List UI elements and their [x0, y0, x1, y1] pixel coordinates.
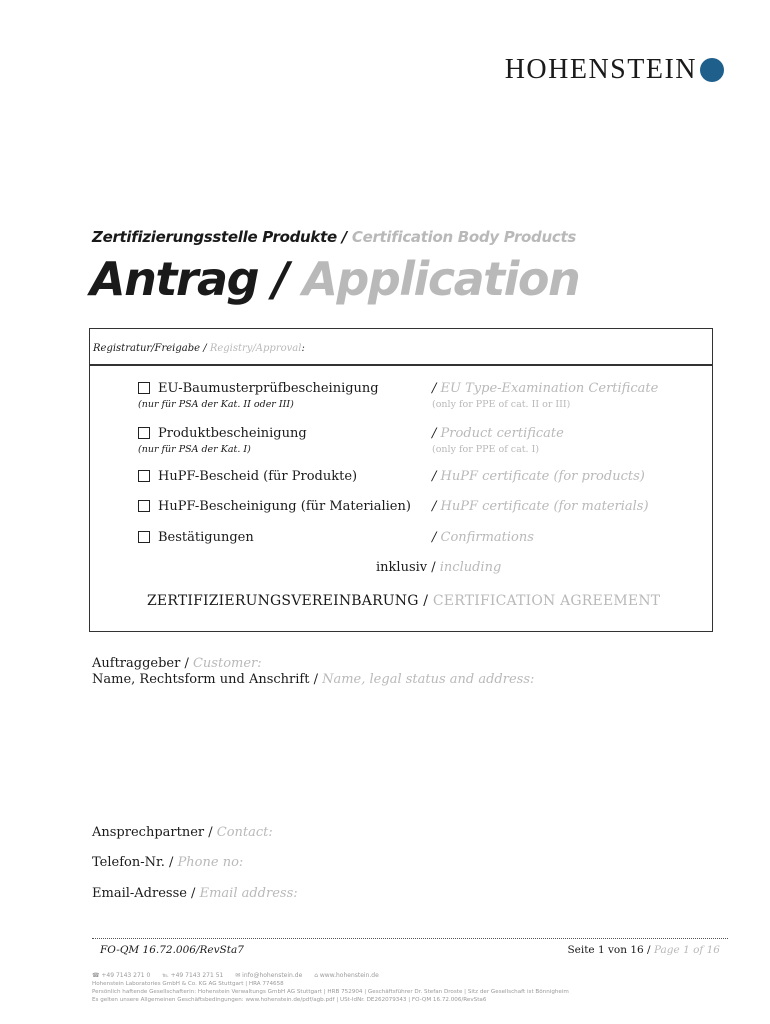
checkbox-confirmations[interactable] [138, 531, 150, 543]
form-number: FO-QM 16.72.006/RevSta7 [100, 944, 244, 956]
title-en: Application [302, 252, 580, 306]
logo-text: HOHENSTEIN [504, 54, 697, 85]
page-number: Seite 1 von 16 / Page 1 of 16 [567, 944, 720, 956]
fax-contact: ℡ +49 7143 271 51 [162, 972, 224, 979]
registry-label-de: Registratur/Freigabe / [93, 343, 207, 354]
checkbox-eu-type-examination[interactable] [138, 382, 150, 394]
option-label-de: HuPF-Bescheinigung (für Materialien) [158, 499, 411, 514]
option-label-en: HuPF certificate (for products) [440, 469, 645, 484]
document-title [90, 252, 579, 306]
website-contact[interactable]: ⌂ www.hohenstein.de [314, 972, 379, 979]
certification-agreement-label: ZERTIFIZIERUNGSVEREINBARUNG / CERTIFICATION AGREEMENT [147, 593, 661, 609]
email-field[interactable]: Email-Adresse / Email address: [92, 886, 298, 901]
option-note-de: (nur für PSA der Kat. II oder III) [138, 399, 294, 410]
title-de: Antrag / [90, 252, 288, 306]
option-product-certificate: Produktbescheinigung / Product certificate (nur für PSA der Kat. I) (only for PPE of cat. I) [138, 426, 564, 455]
option-label-de: HuPF-Bescheid (für Produkte) [158, 469, 358, 484]
checkbox-hupf-materials[interactable] [138, 500, 150, 512]
option-label-de: EU-Baumusterprüfbescheinigung [158, 381, 379, 396]
legal-line-2: Persönlich haftende Gesellschafterin: Hohenstein Verwaltungs GmbH AG Stuttgart | HRB 752904 | Geschäftsführer Dr. Stefan Droste | Sitz der Gesellschaft ist Bönnigheim [92, 989, 569, 995]
checkbox-hupf-products[interactable] [138, 470, 150, 482]
registry-field[interactable]: Registratur/Freigabe / Registry/Approval: [90, 329, 712, 366]
option-hupf-materials: HuPF-Bescheinigung (für Materialien) / HuPF certificate (for materials) [138, 499, 698, 517]
registry-label-en: Registry/Approval [209, 343, 302, 354]
phone-contact: ☎ +49 7143 271 0 [92, 972, 151, 979]
option-note-en: (only for PPE of cat. I) [432, 444, 540, 455]
contact-person-field[interactable]: Ansprechpartner / Contact: [92, 825, 273, 840]
option-label-en: Confirmations [440, 530, 534, 545]
option-note-de: (nur für PSA der Kat. I) [138, 444, 251, 455]
option-label-en: Product certificate [440, 426, 564, 441]
option-label-de: Produktbescheinigung [158, 426, 307, 441]
footer-contacts [92, 972, 389, 979]
checkbox-product-certificate[interactable] [138, 427, 150, 439]
legal-line-1: Hohenstein Laboratories GmbH & Co. KG AG Stuttgart | HRA 774658 [92, 981, 284, 987]
option-note-en: (only for PPE of cat. II or III) [432, 399, 571, 410]
document-subtitle [92, 228, 576, 246]
legal-line-3: Es gelten unsere Allgemeinen Geschäftsbedingungen: www.hohenstein.de/pdf/agb.pdf | USt-IdNr. DE262079343 | FO-QM 16.72.006/RevSta6 [92, 997, 487, 1003]
subtitle-de: Zertifizierungsstelle Produkte / [92, 228, 347, 246]
option-label-en: EU Type-Examination Certificate [440, 381, 659, 396]
logo-dot [700, 58, 724, 82]
option-label-de: Bestätigungen [158, 530, 254, 545]
customer-heading: Auftraggeber / Customer: [92, 656, 262, 671]
phone-field[interactable]: Telefon-Nr. / Phone no: [92, 855, 244, 870]
option-eu-type-examination: EU-Baumusterprüfbescheinigung / EU Type-Examination Certificate (nur für PSA der Kat. II oder III) (only for PPE of cat. II or III) [138, 381, 659, 410]
customer-name-field[interactable]: Name, Rechtsform und Anschrift / Name, legal status and address: [92, 672, 535, 687]
hohenstein-logo [505, 54, 724, 86]
footer-divider [92, 938, 728, 939]
option-hupf-products: HuPF-Bescheid (für Produkte) / HuPF certificate (for products) [138, 469, 698, 487]
email-contact[interactable]: ✉ info@hohenstein.de [235, 972, 303, 979]
option-label-en: HuPF certificate (for materials) [440, 499, 649, 514]
option-confirmations: Bestätigungen / Confirmations [138, 530, 698, 548]
including-label: inklusiv / including [376, 560, 502, 575]
application-type-box [89, 328, 713, 632]
subtitle-en: Certification Body Products [351, 228, 576, 246]
